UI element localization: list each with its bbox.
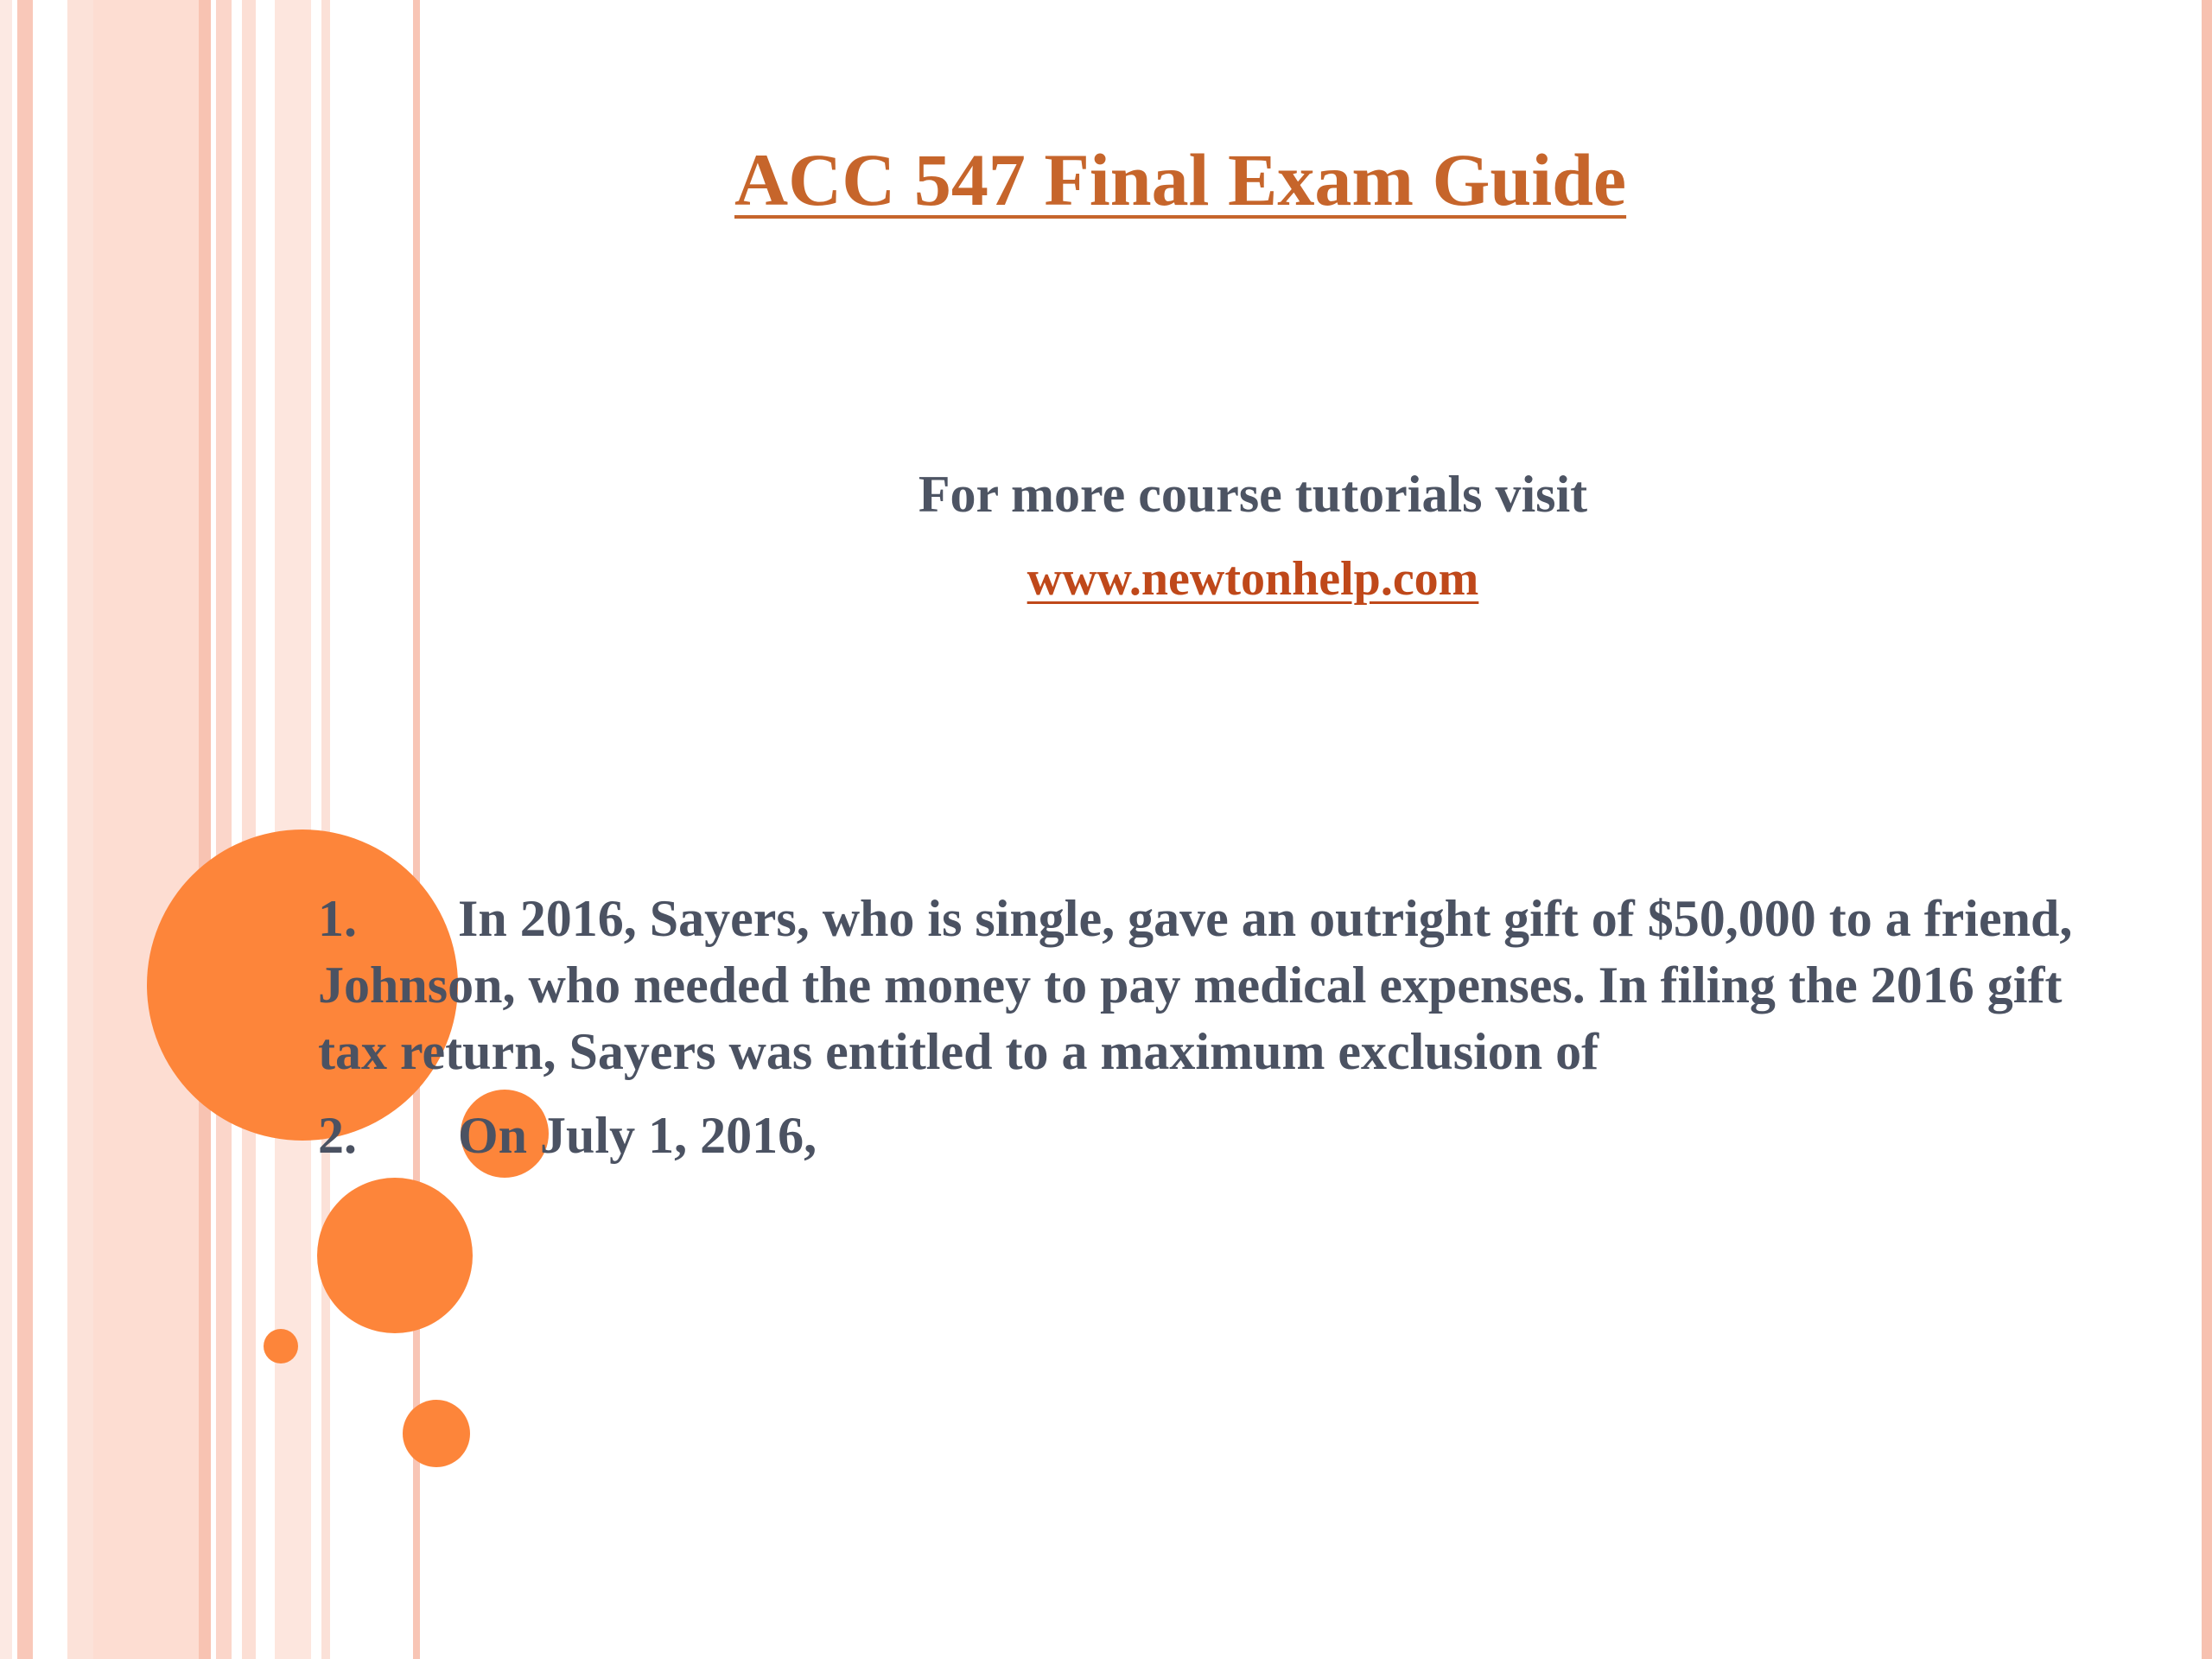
tiny-circle-decoration: [264, 1329, 298, 1363]
stripe: [0, 0, 12, 1659]
website-link[interactable]: www.newtonhelp.com: [1027, 552, 1479, 606]
stripe: [17, 0, 33, 1659]
stripe: [321, 0, 330, 1659]
list-item: [318, 1103, 2141, 1169]
medium-circle-decoration: [317, 1178, 473, 1333]
small-circle-decoration: [403, 1400, 470, 1467]
visit-text: For more course tutorials visit: [918, 466, 1588, 523]
stripe: [93, 0, 199, 1659]
stripe: [242, 0, 256, 1659]
stripe: [67, 0, 93, 1659]
item-text: In 2016, Sayers, who is single, gave an outright gift of $50,000 to a friend, Johnson, who needed the money to pay medical expenses. In filing the 2016 gift tax return, Sayers was entitled to a maximum exclusion of: [318, 890, 2073, 1080]
item-number: 1.: [318, 890, 357, 947]
list-item: [318, 886, 2141, 1085]
stripe: [216, 0, 232, 1659]
slide-title: ACC 547 Final Exam Guide: [734, 138, 1627, 221]
item-text: On July 1, 2016,: [458, 1107, 817, 1164]
right-border-stripe: [2202, 0, 2212, 1659]
item-number: 2.: [318, 1107, 357, 1164]
question-list: [318, 886, 2141, 1186]
stripe: [199, 0, 211, 1659]
